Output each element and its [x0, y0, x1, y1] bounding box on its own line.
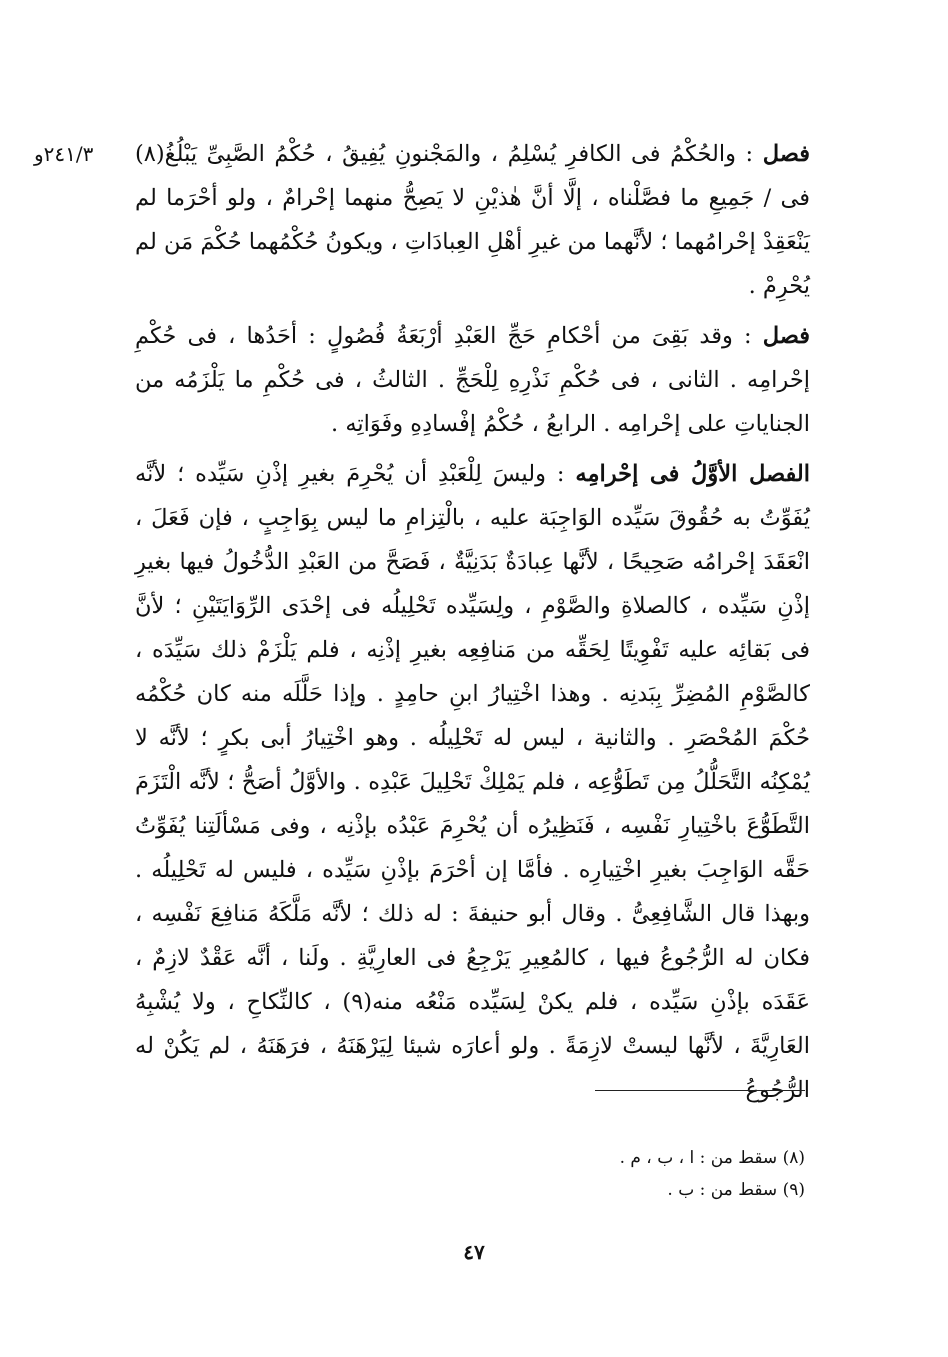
footnote-8: (٨) سقط من : ا ، ب ، م .	[619, 1148, 805, 1168]
footnotes	[135, 1142, 805, 1206]
paragraph-body: : وليسَ لِلْعَبْدِ أن يُحْرِمَ بغيرِ إذْنِ سَيِّده ؛ لأنَّه يُفَوِّتُ به حُقُوقَ سَيِّده الوَاجِبَة عليه ، بالْتِزامِ ما ليس بِوَاجِبٍ ، فإن فَعَلَ ، انْعَقَدَ إحْرامُه صَحِيحًا ، لأنَّها عِبادَةٌ بَدَنِيَّةٌ ، فَصَحَّ من العَبْدِ الدُّخُولُ فيها بغيرِ إذْنِ سَيِّده ، كالصلاةِ والصَّوْمِ ، ولِسَيِّده تَحْلِيلُه فى إحْدَى الرِّوَايَتَيْنِ ؛ لأنَّ فى بَقائِه عليه تَفْوِيتًا لِحَقِّه من مَنافِعِه بغيرِ إذْنِه ، فلم يَلْزَمْ ذلك سَيِّدَه ، كالصَّوْمِ المُضِرِّ بِبَدنِه . وهذا اخْتِيارُ ابنِ حامِدٍ . وإذا حَلَّلَه منه كان حُكْمُه حُكْمَ المُحْصَرِ . والثانية ، ليس له تَحْلِيلُه . وهو اخْتِيارُ أبى بكرٍ ؛ لأنَّه لا يُمْكِنُه التَّحَلُّلُ مِن تَطَوُّعِه ، فلم يَمْلِكْ تَحْلِيلَ عَبْدِه . والأوَّلُ أصَحُّ ؛ لأنَّه الْتَزَمَ التَّطَوُّعَ باخْتِيارِ نَفْسِه ، فَنَظِيرُه أن يُحْرِمَ عَبْدُه بإذْنِه ، وفى مَسْألَتِنا يُفَوِّتُ حَقَّه الوَاجِبَ بغيرِ اخْتِيارِه . فأمَّا إن أحْرَمَ بإذْنِ سَيِّده ، فليس له تَحْلِيلُه . وبهذا قال الشَّافِعِىُّ . وقال أبو حنيفةَ : له ذلك ؛ لأنَّه مَلَّكَهُ مَنافِعَ نَفْسِه ، فكان له الرُّجُوعُ فيها ، كالمُعِيرِ يَرْجِعُ فى العارِيَّةِ . ولَنا ، أنَّه عَقْدٌ لازِمٌ ، عَقَدَه بإذْنِ سَيِّده ، فلم يكنْ لِسَيِّده مَنْعُه منه(٩) ، كالنِّكاحِ ، ولا يُشْبِهُ العَارِيَّةَ ، لأنَّها ليستْ لازِمَةً . ولو أعارَه شيئا لِيَرْهَنَهُ ، فرَهَنَهُ ، لم يَكُنْ له الرُّجُوعُ	[135, 461, 810, 1103]
paragraph-1	[135, 132, 810, 308]
main-text	[135, 132, 810, 1118]
footnote-divider	[595, 1090, 805, 1091]
footnote-9: (٩) سقط من : ب .	[667, 1180, 805, 1200]
paragraph-heading: فصل	[762, 323, 810, 349]
paragraph-2	[135, 314, 810, 446]
page-number: ٤٧	[463, 1240, 485, 1264]
paragraph-heading: الفصل الأوَّلُ فى إحْرامِه	[575, 461, 810, 487]
folio-margin-note: ٢٤١/٣و	[34, 142, 94, 166]
paragraph-body: : وقد بَقِىَ من أحْكامِ حَجِّ العَبْدِ أرْبَعَةُ فُصُولٍ : أحَدُها ، فى حُكْمِ إحْرامِه . الثانى ، فى حُكْمِ نَذْرِهِ لِلْحَجِّ . الثالثُ ، فى حُكْمِ ما يَلْزَمُه من الجناياتِ على إحْرامِه . الرابعُ ، حُكْمُ إفْسادِهِ وفَوَاتِه .	[135, 323, 810, 437]
paragraph-heading: فصل	[762, 141, 810, 167]
paragraph-body: : والحُكْمُ فى الكافرِ يُسْلِمُ ، والمَجْنونِ يُفِيقُ ، حُكْمُ الصَّبِىِّ يَبْلُغُ(٨) فى / جَمِيعِ ما فصَّلْناه ، إلَّا أنَّ هٰذيْنِ لا يَصِحُّ منهما إحْرامٌ ، ولو أحْرَما لم يَنْعَقِدْ إحْرامُهما ؛ لأنَّهما من غيرِ أهْلِ العِبادَاتِ ، ويكونُ حُكْمُهما حُكْمَ مَن لم يُحْرِمْ .	[135, 141, 810, 299]
paragraph-3	[135, 452, 810, 1112]
